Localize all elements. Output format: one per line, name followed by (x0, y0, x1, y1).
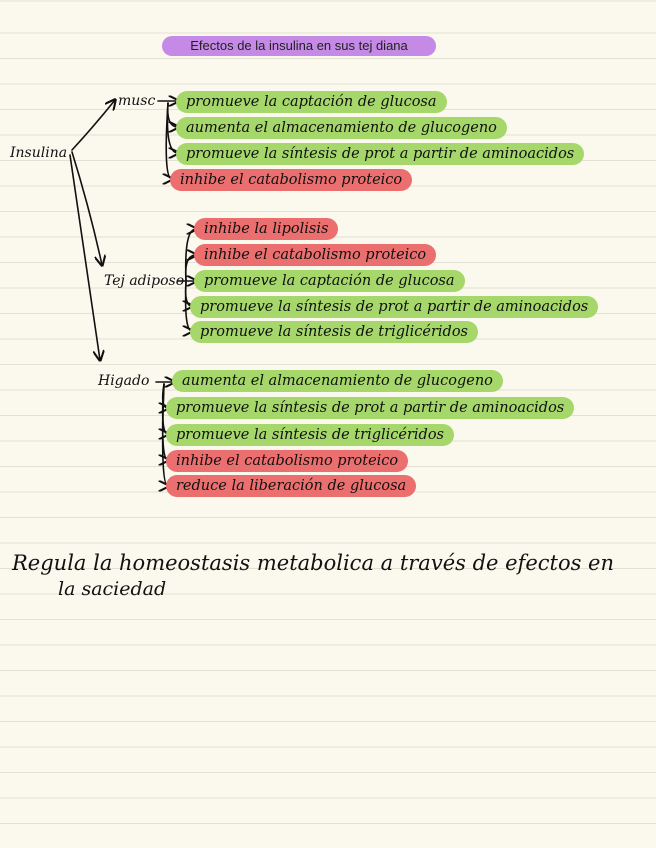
connector-arrow (72, 152, 102, 265)
effect-item: promueve la síntesis de triglicéridos (190, 321, 478, 343)
effect-item: promueve la síntesis de triglicéridos (166, 424, 454, 446)
effect-item: promueve la síntesis de prot a partir de aminoacidos (166, 397, 574, 419)
effect-item: aumenta el almacenamiento de glucogeno (172, 370, 503, 392)
root-insulina: Insulina (10, 145, 68, 161)
branch-label-higado: Higado (98, 373, 150, 389)
note-line-1: Regula la homeostasis metabolica a través de efectos en (12, 551, 614, 575)
effect-item: inhibe el catabolismo proteico (170, 169, 412, 191)
note-line-2: la saciedad (58, 578, 167, 600)
effect-item: inhibe la lipolisis (194, 218, 338, 240)
effect-item: promueve la captación de glucosa (194, 270, 465, 292)
effect-item: promueve la síntesis de prot a partir de aminoacidos (190, 296, 598, 318)
effect-item: promueve la captación de glucosa (176, 91, 447, 113)
effect-item: inhibe el catabolismo proteico (194, 244, 436, 266)
branch-label-musc: musc (118, 93, 156, 109)
page-title: Efectos de la insulina en sus tej diana (162, 36, 436, 56)
connector-arrow (72, 100, 115, 150)
effect-item: promueve la síntesis de prot a partir de aminoacidos (176, 143, 584, 165)
connector-arrow (70, 155, 100, 360)
branch-label-tej-adiposo: Tej adiposo (104, 273, 185, 289)
effect-item: aumenta el almacenamiento de glucogeno (176, 117, 507, 139)
effect-item: inhibe el catabolismo proteico (166, 450, 408, 472)
effect-item: reduce la liberación de glucosa (166, 475, 416, 497)
